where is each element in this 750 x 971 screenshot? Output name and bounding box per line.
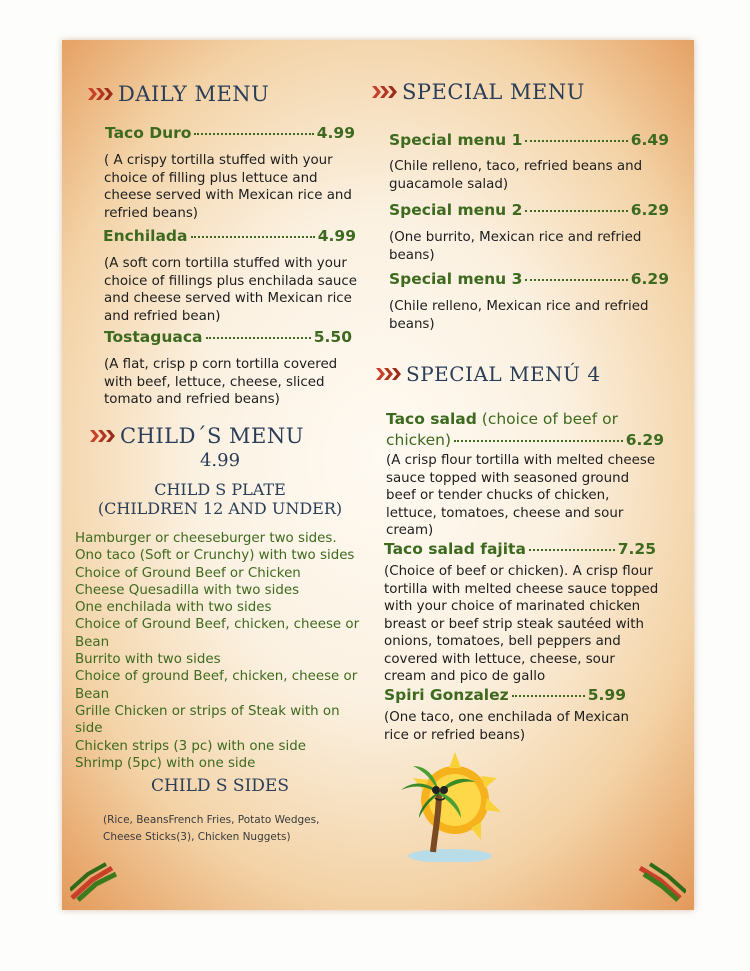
list-item: Chicken strips (3 pc) with one side [75,738,306,754]
menu-item-taco-salad-price: chicken) 6.29 [386,431,664,449]
child-sides-list: (Rice, BeansFrench Fries, Potato Wedges, Cheese Sticks(3), Chicken Nuggets) [103,814,320,843]
childs-menu-heading: CHILD´S MENU [90,424,304,448]
chevron-triple-icon [376,368,400,380]
item-description: (A soft corn tortilla stuffed with your choice of fillings plus enchilada sauce and cheese served with Mexican rice and refried bean) [104,256,357,324]
special-menu-4-heading: SPECIAL MENÚ 4 [376,362,601,386]
item-description: (One burrito, Mexican rice and refried beans) [389,230,642,263]
list-item: side [75,721,103,737]
list-item: Bean [75,634,110,650]
corner-stripes-decoration [636,862,686,902]
child-sides-title: CHILD S SIDES [151,776,289,796]
chevron-triple-icon [90,430,114,442]
list-item: Grille Chicken or strips of Steak with on [75,703,340,719]
list-item: Choice of Ground Beef or Chicken [75,565,301,581]
child-plate-list [75,530,375,772]
list-item: Bean [75,686,110,702]
menu-item-spiri-gonzalez: Spiri Gonzalez 5.99 [384,686,626,704]
menu-item-special-3: Special menu 3 6.29 [389,270,669,288]
special-menu-heading: SPECIAL MENU [372,80,585,104]
sun-palm-illustration [395,752,505,862]
list-item: One enchilada with two sides [75,600,272,616]
list-item: Choice of Ground Beef, chicken, cheese or [75,617,360,633]
menu-item-taco-salad-fajita: Taco salad fajita 7.25 [384,540,656,558]
item-description: (One taco, one enchilada of Mexican rice or refried beans) [384,710,630,743]
item-description: (Chile relleno, taco, refried beans and guacamole salad) [389,159,643,192]
childs-menu-price: 4.99 [199,450,241,471]
list-item: Choice of ground Beef, chicken, cheese or [75,669,358,685]
item-description: (Chile relleno, Mexican rice and refried beans) [389,299,649,332]
chevron-triple-icon [372,86,396,98]
child-plate-title: CHILD S PLATE [154,480,286,499]
item-description: (Choice of beef or chicken). A crisp flour tortilla with melted cheese sauce topped with your choice of marinated chicken breast or beef strip steak sautéed with onions, tomatoes, bell peppers and covered with lettuce, cheese, sour cream and pico de gallo [384,564,659,684]
menu-item-taco-salad: Taco salad (choice of beef or [386,410,618,428]
child-plate-subtitle: (CHILDREN 12 AND UNDER) [97,499,343,518]
menu-item-special-1: Special menu 1 6.49 [389,131,669,149]
menu-item-special-2: Special menu 2 6.29 [389,201,669,219]
chevron-triple-icon [88,88,112,100]
list-item: Cheese Quesadilla with two sides [75,582,300,598]
list-item: Burrito with two sides [75,652,221,668]
item-description: (A crisp flour tortilla with melted cheese sauce topped with seasoned ground beef or tender chucks of chicken, lettuce, tomatoes, cheese and sour cream) [386,453,656,538]
list-item: Hamburger or cheeseburger two sides. [75,531,337,546]
item-description: ( A crispy tortilla stuffed with your choice of filling plus lettuce and cheese served with Mexican rice and refried beans) [104,153,352,221]
daily-menu-heading: DAILY MENU [88,82,269,106]
item-description: (A flat, crisp p corn tortilla covered with beef, lettuce, cheese, sliced tomato and refried beans) [104,357,338,407]
menu-item-enchilada: Enchilada 4.99 [103,227,356,245]
menu-item-taco-duro: Taco Duro 4.99 [105,124,355,142]
menu-item-tostaguaca: Tostaguaca 5.50 [104,328,352,346]
list-item: Shrimp (5pc) with one side [75,755,256,771]
corner-stripes-decoration [70,862,120,902]
list-item: Ono taco (Soft or Crunchy) with two sides [75,548,355,564]
